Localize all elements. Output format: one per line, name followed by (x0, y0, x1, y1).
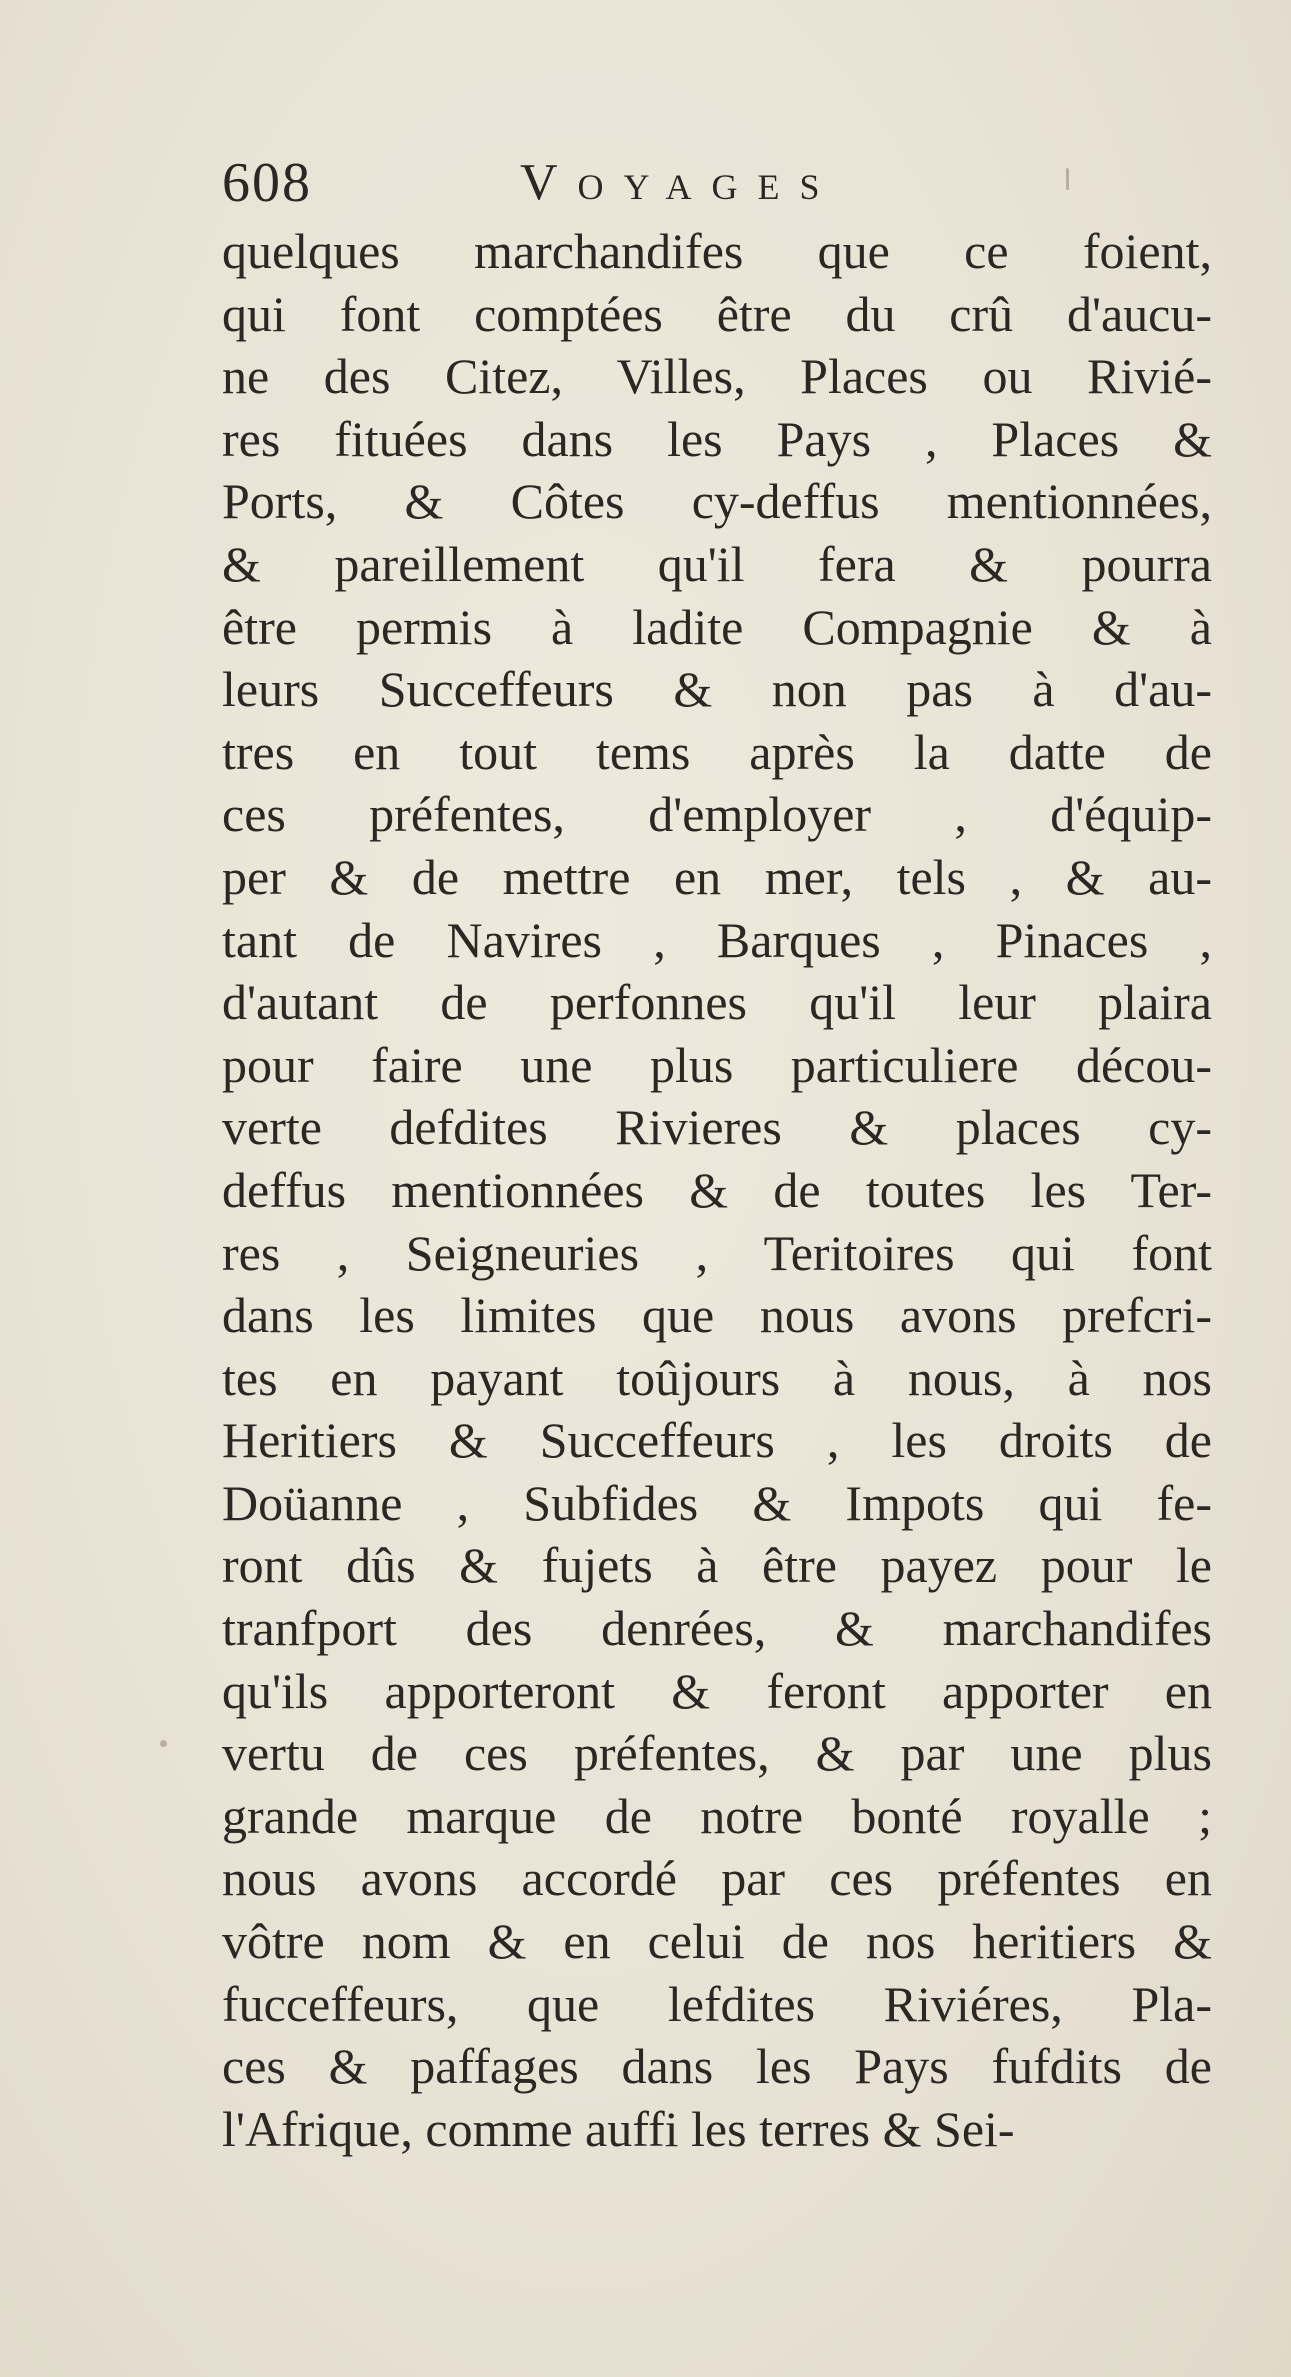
text-line: fucceffeurs, que lefdites Riviéres, Pla- (222, 1975, 1212, 2032)
text-line: ne des Citez, Villes, Places ou Rivié- (222, 348, 1212, 405)
running-title: Voyages (520, 154, 840, 211)
paper-speck (1066, 168, 1069, 190)
text-line: grande marque de notre bonté royalle ; (222, 1787, 1212, 1844)
text-line: ces préfentes, d'employer , d'équip- (222, 786, 1212, 843)
text-line: l'Afrique, comme auffi les terres & Sei- (222, 2100, 1015, 2157)
text-line: res fituées dans les Pays , Places & (222, 410, 1212, 467)
text-line: pour faire une plus particuliere décou- (222, 1036, 1212, 1093)
text-line: verte defdites Rivieres & places cy- (222, 1099, 1212, 1156)
text-line: qu'ils apporteront & feront apporter en (222, 1662, 1212, 1719)
text-line: Heritiers & Succeffeurs , les droits de (222, 1412, 1212, 1469)
text-line: leurs Succeffeurs & non pas à d'au- (222, 661, 1212, 718)
text-line: quelques marchandifes que ce foient, (222, 223, 1212, 279)
text-line: être permis à ladite Compagnie & à (222, 598, 1212, 655)
text-line: nous avons accordé par ces préfentes en (222, 1850, 1212, 1907)
text-line: vertu de ces préfentes, & par une plus (222, 1725, 1212, 1782)
text-line: Doüanne , Subfides & Impots qui fe- (222, 1474, 1212, 1531)
text-line: tres en tout tems après la datte de (222, 723, 1212, 780)
text-line: dans les limites que nous avons prefcri- (222, 1287, 1212, 1344)
running-head (222, 148, 1002, 218)
text-line: qui font comptées être du crû d'aucu- (222, 285, 1212, 342)
text-line: d'autant de perfonnes qu'il leur plaira (222, 974, 1212, 1031)
text-line: per & de mettre en mer, tels , & au- (222, 848, 1212, 905)
text-line: tes en payant toûjours à nous, à nos (222, 1349, 1212, 1406)
text-line: vôtre nom & en celui de nos heritiers & (222, 1913, 1212, 1970)
body-text (222, 220, 1212, 2160)
text-line: tranfport des denrées, & marchandifes (222, 1600, 1212, 1657)
text-line: & pareillement qu'il fera & pourra (222, 535, 1212, 592)
text-line: res , Seigneuries , Teritoires qui font (222, 1224, 1212, 1281)
page-number: 608 (222, 152, 312, 214)
text-line: ront dûs & fujets à être payez pour le (222, 1537, 1212, 1594)
text-line: Ports, & Côtes cy-deffus mentionnées, (222, 473, 1212, 530)
paper-speck (160, 1740, 167, 1747)
text-line: deffus mentionnées & de toutes les Ter- (222, 1161, 1212, 1218)
text-line: tant de Navires , Barques , Pinaces , (222, 911, 1212, 968)
text-line: ces & paffages dans les Pays fufdits de (222, 2038, 1212, 2095)
